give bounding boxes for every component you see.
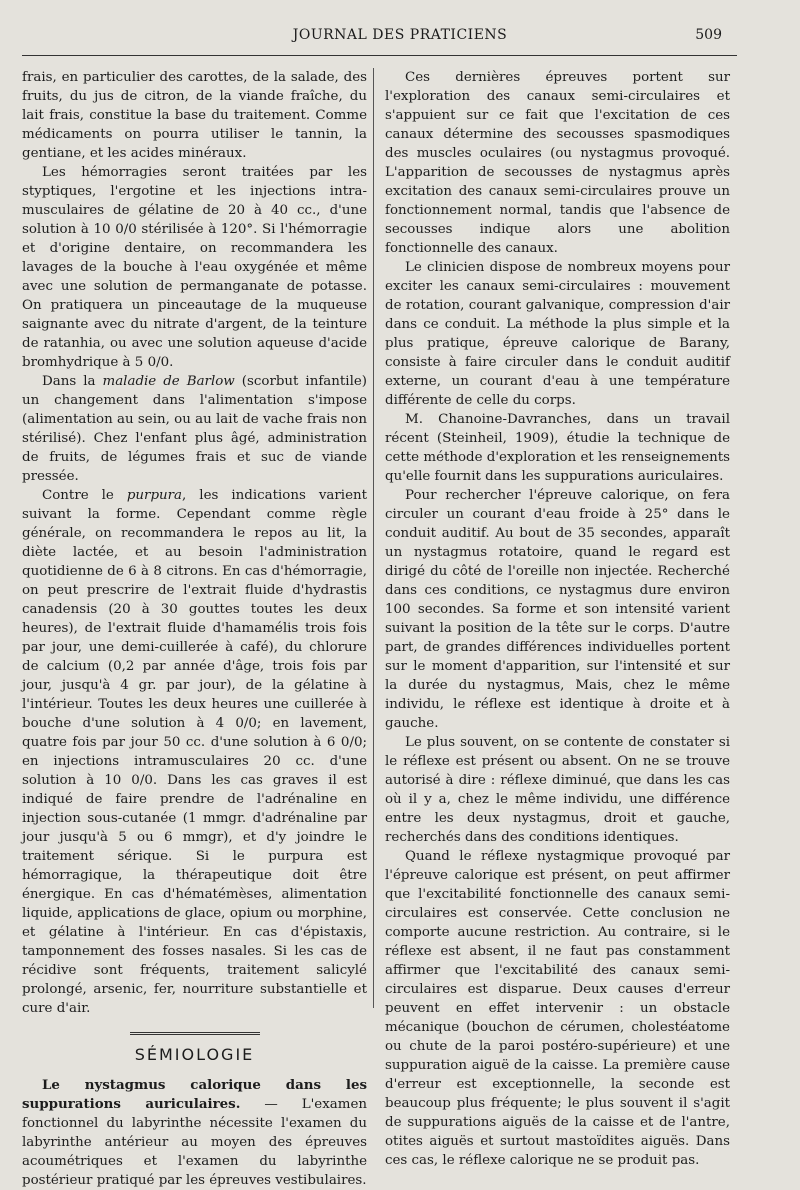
page-number: 509 bbox=[695, 27, 722, 43]
journal-title: JOURNAL DES PRATICIENS bbox=[292, 27, 508, 43]
italic-term: purpura bbox=[126, 488, 183, 503]
text-run: (scorbut infantile) un changement dans l'alimentation s'impose (alimentation au sein, ou au lait de vache frais non stérilisé). Chez l'enfant plus âgé, administration de fruits, de légumes frais et suc de viande pressée. bbox=[22, 374, 367, 484]
paragraph: Ces dernières épreuves portent sur l'exploration des canaux semi-circulaires et s'appuient sur ce fait que l'excitation de ces canaux détermine des secousses spasmodiques des muscles oculaires (ou nystagmus provoqué. L'apparition de secousses de nystagmus après excitation des canaux semi-circulaires prouve un fonctionnement normal, tandis que l'absence de secousses indique alors une abolition fonctionnelle des canaux. bbox=[385, 70, 730, 256]
section-rule bbox=[130, 1032, 260, 1035]
text-run: — L'examen fonctionnel du labyrinthe nécessite l'examen du labyrinthe antérieur au moyen des épreuves acoumétriques et l'examen du labyrinthe postérieur pratiqué par les épreuves vestibulaires. bbox=[22, 1097, 367, 1188]
paragraph: Quand le réflexe nystagmique provoqué par l'épreuve calorique est présent, on peut affirmer que l'excitabilité fonctionnelle des canaux semi-circulaires est conservée. Cette conclusion ne comporte aucune restriction. Au contraire, si le réflexe est absent, il ne faut pas constamment affirmer que l'excitabilité des canaux semi-circulaires est disparue. Deux causes d'erreur peuvent en effet intervenir : un obstacle mécanique (bouchon de cérumen, cholestéatome ou chute de la paroi postéro-supérieure) et une suppuration aiguë de la caisse. La première cause d'erreur est exceptionnelle, la seconde est beaucoup plus fréquente; le plus souvent il s'agit de suppurations aiguës de la caisse et de l'antre, otites aiguës et surtout mastoïdites aiguës. Dans ces cas, le réflexe calorique ne se produit pas. bbox=[385, 849, 730, 1168]
section-title: SÉMIOLOGIE bbox=[134, 1045, 255, 1064]
header-rule bbox=[22, 55, 737, 56]
paragraph-barlow bbox=[22, 372, 367, 486]
paragraph: Les hémorragies seront traitées par les styptiques, l'ergotine et les injections intra-musculaires de gélatine de 20 à 40 cc., d'une solution à 10 0/0 stérilisée à 120°. Si l'hémorragie et d'origine dentaire, on recommandera les lavages de la bouche à l'eau oxygénée et même avec une solution de permanganate de potasse. On pratiquera un pinceautage de la muqueuse saignante avec du nitrate d'argent, de la teinture de ratanhia, ou avec une solution aqueuse d'acide bromhydrique à 5 0/0. bbox=[22, 165, 367, 370]
article-heading: Le nystagmus calorique dans les suppurations auriculaires. bbox=[22, 1077, 367, 1112]
paragraph: Pour rechercher l'épreuve calorique, on fera circuler un courant d'eau froide à 25° dans le conduit auditif. Au bout de 35 secondes, apparaît un nystagmus rotatoire, quand le regard est dirigé du côté de l'oreille non injectée. Recherché dans ces conditions, ce nystagmus dure environ 100 secondes. Sa forme et son intensité varient suivant la position de la tête sur le corps. D'autre part, de grandes différences individuelles portent sur le moment d'apparition, sur l'intensité et sur la durée du nystagmus, Mais, chez le même individu, le réflexe est identique à droite et à gauche. bbox=[385, 488, 730, 731]
paragraph-purpura bbox=[22, 486, 367, 1018]
left-column bbox=[22, 68, 367, 1190]
italic-term: maladie de Barlow bbox=[102, 374, 235, 389]
paragraph: frais, en particulier des carottes, de la salade, des fruits, du jus de citron, de la viande fraîche, du lait frais, constitue la base du traitement. Comme médicaments on pourra utiliser le tannin, la gentiane, et les acides minéraux. bbox=[22, 70, 367, 161]
paragraph: M. Chanoine-Davranches, dans un travail récent (Steinheil, 1909), étudie la technique de cette méthode d'exploration et les renseignements qu'elle fournit dans les suppurations auriculaires. bbox=[385, 412, 730, 484]
paragraph: Le plus souvent, on se contente de constater si le réflexe est présent ou absent. On ne se trouve autorisé à dire : réflexe diminué, que dans les cas où il y a, chez le même individu, une différence entre les deux nystagmus, droit et gauche, recherchés dans des conditions identiques. bbox=[385, 735, 730, 845]
paragraph: Le clinicien dispose de nombreux moyens pour exciter les canaux semi-circulaires : mouvement de rotation, courant galvanique, compression d'air dans ce conduit. La méthode la plus simple et la plus pratique, épreuve calorique de Barany, consiste à faire circuler dans le conduit auditif externe, un courant d'eau à une température différente de celle du corps. bbox=[385, 260, 730, 408]
paragraph-nystagmus bbox=[22, 1076, 367, 1190]
text-run: , les indications varient suivant la forme. Cependant comme règle générale, on recommandera le repos au lit, la diète lactée, et au besoin l'administration quotidienne de 6 à 8 citrons. En cas d'hémorragie, on peut prescrire de l'extrait fluide d'hydrastis canadensis (20 à 30 gouttes toutes les deux heures), de l'extrait fluide d'hamamélis trois fois par jour, une demi-cuillerée à café), du chlorure de calcium (0,2 par année d'âge, trois fois par jour, jusqu'à 4 gr. par jour), de la gélatine à l'intérieur. Toutes les deux heures une cuillerée à bouche d'une solution à 4 0/0; en lavement, quatre fois par jour 50 cc. d'une solution à 6 0/0; en injections intramusculaires 20 cc. d'une solution à 10 0/0. Dans les cas graves il est indiqué de faire prendre de l'adrénaline en injection sous-cutanée (1 mmgr. d'adrénaline par jour jusqu'à 5 ou 6 mmgr), et d'y joindre le traitement sérique. Si le purpura est hémorragique, la thérapeutique doit être énergique. En cas d'hématémèses, alimentation liquide, applications de glace, opium ou morphine, et gélatine à l'intérieur. En cas d'épistaxis, tamponnement des fosses nasales. Si les cas de récidive sont fréquents, traitement salicylé prolongé, arsenic, fer, nourriture substantielle et cure d'air. bbox=[22, 488, 368, 1016]
text-run: Dans la bbox=[42, 374, 103, 389]
running-header bbox=[24, 27, 776, 51]
right-column bbox=[385, 68, 730, 1170]
column-divider bbox=[373, 68, 374, 1008]
text-run: Contre le bbox=[42, 488, 127, 503]
